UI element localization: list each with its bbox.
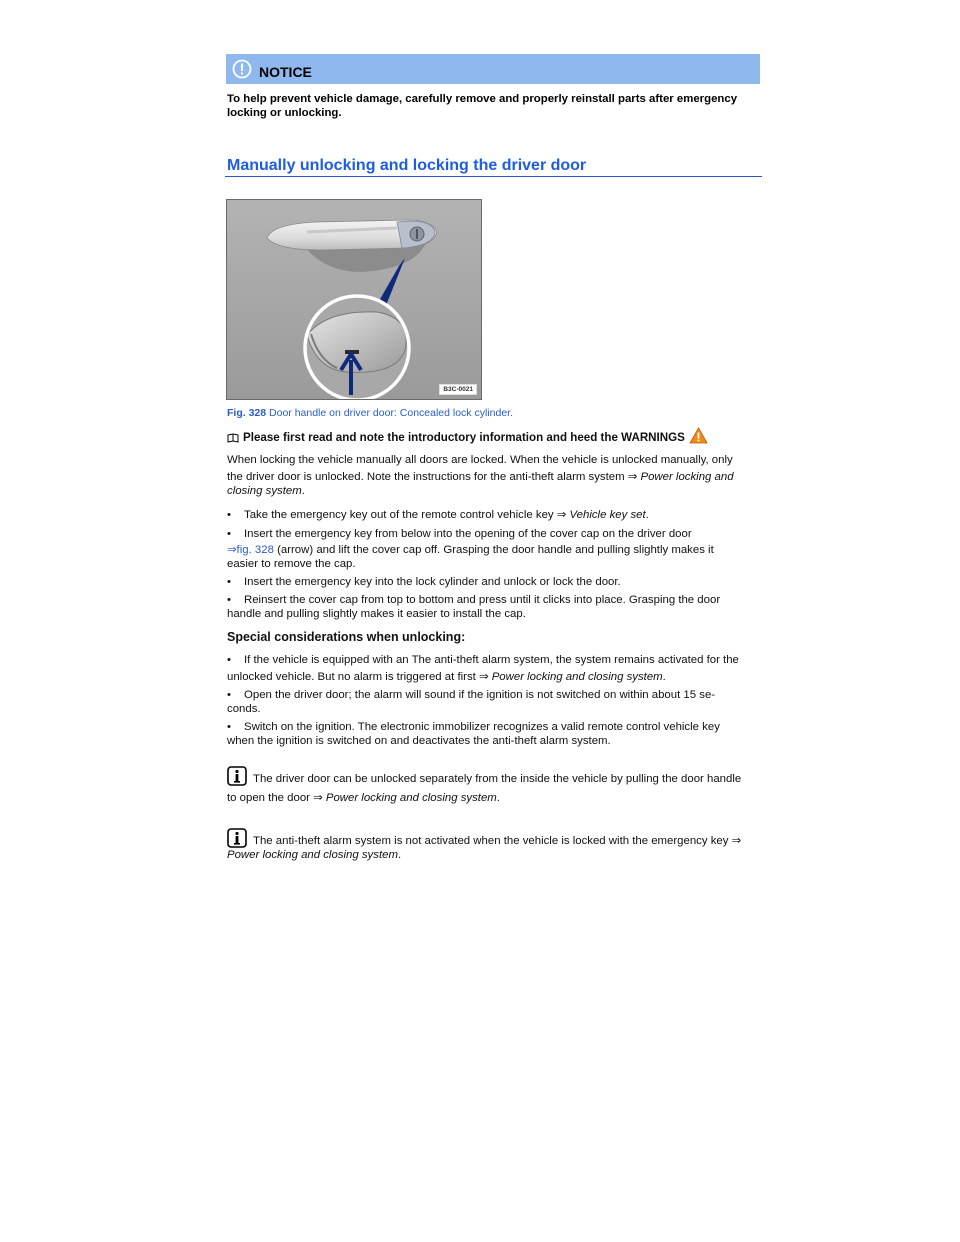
list-item: • Switch on the ignition. The electronic immobilizer recognizes a valid remote control vehicle key [227,721,720,733]
section-divider [225,176,762,177]
info-note-icon [227,766,247,786]
list-item-cont: easier to remove the cap. [227,558,356,570]
intro-text: Please first read and note the introductory information and heed the WARNINGS [243,431,685,444]
power-locking-link-cont[interactable]: closing system [227,485,302,497]
power-locking-link[interactable]: Power locking and closing system [227,849,398,861]
list-item-cont [227,670,762,684]
list-item-cont: conds. [227,703,261,715]
exclamation-circle-icon [232,59,252,79]
vehicle-key-set-link[interactable]: Vehicle key set [569,509,646,521]
door-handle-illustration [227,200,482,400]
subsection-title: Special considerations when unlocking: [227,630,466,644]
power-locking-link[interactable]: Power locking and closing system [325,792,497,804]
warning-triangle-icon [689,427,708,444]
info-note [227,766,762,786]
paragraph-text: . [301,485,305,497]
paragraph-text: the driver door is unlocked. Note the instructions for the anti-theft alarm system ⇒ [227,471,641,483]
list-item-text: Open the driver door; the alarm will sound if the ignition is not switched on within about 15 se- [244,689,716,701]
figure-code: B3C-0021 [439,384,477,395]
list-item-text: If the vehicle is equipped with an The anti-theft alarm system, the system remains activated for the [244,654,739,666]
list-item-cont: handle and pulling slightly makes it easier to install the cap. [227,608,526,620]
list-item-text: Take the emergency key out of the remote control vehicle key ⇒ [244,509,570,521]
list-item: • Insert the emergency key from below into the opening of the cover cap on the driver door [227,528,692,540]
door-handle-figure [226,199,482,400]
info-note-text: . [496,792,500,804]
notice-title: NOTICE [259,64,312,80]
notice-header [226,54,760,84]
list-item: • Open the driver door; the alarm will sound if the ignition is not switched on within about 15 se- [227,689,716,701]
list-item-cont: when the ignition is switched on and deactivates the anti-theft alarm system. [227,735,611,747]
info-note-icon [227,828,247,848]
info-note-text: to open the door ⇒ [227,792,326,804]
figure-number: Fig. 328 [227,407,267,419]
list-item-text: . [645,509,649,521]
info-note-text: . [397,849,402,861]
list-item-cont [227,543,762,557]
list-item: • If the vehicle is equipped with an The anti-theft alarm system, the system remains activated for the [227,654,739,666]
list-item-text: . [662,671,666,683]
list-item-text: Switch on the ignition. The electronic immobilizer recognizes a valid remote control vehicle key [244,721,720,733]
info-note-text: The driver door can be unlocked separately from the inside the vehicle by pulling the door handle [253,773,742,785]
info-note-cont [227,848,762,862]
notice-text: To help prevent vehicle damage, carefully remove and properly reinstall parts after emergency locking or unlocking. [227,93,738,119]
list-item-text: Insert the emergency key into the lock cylinder and unlock or lock the door. [244,576,621,588]
list-item-text: Reinsert the cover cap from top to bottom and press until it clicks into place. Grasping the door [244,594,721,606]
list-item: • Insert the emergency key into the lock cylinder and unlock or lock the door. [227,576,621,588]
paragraph-line [227,484,762,498]
figure-caption [227,407,513,419]
intro-line [227,431,708,444]
list-item-text: Insert the emergency key from below into the opening of the cover cap on the driver door [244,528,692,540]
list-item-text: (arrow) and lift the cover cap off. Grasping the door handle and pulling slightly makes it [273,544,714,556]
paragraph-line: When locking the vehicle manually all doors are locked. When the vehicle is unlocked manually, only [227,454,733,466]
info-note-cont [227,791,762,805]
list-item: • Reinsert the cover cap from top to bottom and press until it clicks into place. Grasping the door [227,594,721,606]
power-locking-link[interactable]: Power locking and [640,471,734,483]
info-note [227,828,762,848]
figure-caption-text: Door handle on driver door: Concealed lock cylinder. [266,407,513,419]
section-title: Manually unlocking and locking the driver door [227,157,587,174]
fig-328-link[interactable]: ⇒fig. 328 [227,544,274,556]
book-icon [227,433,239,443]
paragraph-line [227,470,762,484]
list-item-text: unlocked vehicle. But no alarm is triggered at first ⇒ [227,671,492,683]
info-note-text: The anti-theft alarm system is not activated when the vehicle is locked with the emergency key ⇒ [253,835,742,847]
power-locking-link[interactable]: Power locking and closing system [491,671,663,683]
list-item: • Take the emergency key out of the remote control vehicle key ⇒ Vehicle key set. [227,509,649,521]
